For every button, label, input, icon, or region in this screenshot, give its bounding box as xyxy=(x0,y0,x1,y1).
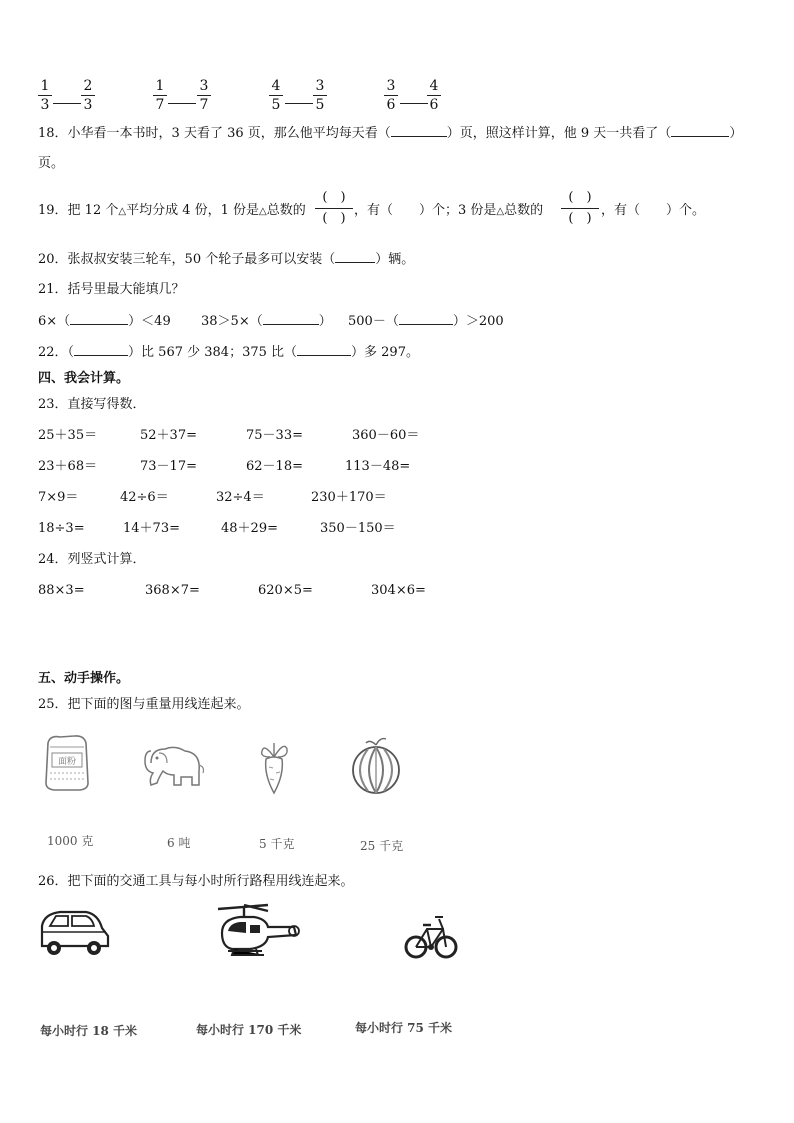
q21-blank-2[interactable] xyxy=(263,312,319,325)
q24-item: 368×7= xyxy=(145,583,200,598)
denominator: 6 xyxy=(429,97,439,113)
q23-item: 62－18= xyxy=(246,459,303,474)
q23-item: 23＋68＝ xyxy=(38,459,98,474)
flour-bag-icon[interactable] xyxy=(40,733,94,793)
q23-item: 7×9＝ xyxy=(38,490,79,505)
bicycle-icon[interactable] xyxy=(403,903,459,965)
weight-label-5kg[interactable]: 5 千克 xyxy=(259,837,295,851)
q21-blank-3[interactable] xyxy=(399,312,453,325)
question-18-line2: 页。 xyxy=(38,156,65,171)
q19-text-d: ，有（ ）个；3 份是 xyxy=(354,203,497,218)
q23-item: 73－17= xyxy=(140,459,197,474)
q19-text-a: 19．把 12 个 xyxy=(38,203,119,218)
compare-blank-4[interactable] xyxy=(400,103,428,104)
denominator: 3 xyxy=(40,97,50,113)
numerator: 1 xyxy=(40,78,50,94)
denominator: 3 xyxy=(83,97,93,113)
numerator: 1 xyxy=(155,78,165,94)
speed-label-170km[interactable]: 每小时行 170 千米 xyxy=(196,1023,302,1037)
car-icon[interactable] xyxy=(36,906,112,958)
q18-text-b: ）页，照这样计算，他 9 天一共看了（ xyxy=(446,126,672,141)
q22-blank-1[interactable] xyxy=(74,343,128,356)
question-19-cont xyxy=(354,202,543,221)
triangle-icon: △ xyxy=(259,206,267,217)
flour-bag-label: 面粉 xyxy=(57,757,77,767)
fraction-left-1 xyxy=(38,78,52,113)
numerator: 2 xyxy=(83,78,93,94)
denominator: 7 xyxy=(155,97,165,113)
q22-text-a: 22．（ xyxy=(38,345,75,360)
q23-item: 360－60＝ xyxy=(352,428,420,443)
elephant-icon[interactable] xyxy=(137,741,207,791)
q21-item-1 xyxy=(38,312,171,331)
fraction-right-3 xyxy=(313,78,327,113)
speed-label-18km[interactable]: 每小时行 18 千米 xyxy=(40,1024,138,1038)
question-25-title: 25．把下面的图与重量用线连起来。 xyxy=(38,697,250,712)
question-26-title: 26．把下面的交通工具与每小时所行路程用线连起来。 xyxy=(38,874,354,889)
q23-item: 230＋170＝ xyxy=(311,490,387,505)
q23-item: 52＋37= xyxy=(140,428,197,443)
q21-text: 6×（ xyxy=(38,314,71,329)
q23-item: 14＋73= xyxy=(123,521,180,536)
numerator: 3 xyxy=(386,78,396,94)
watermelon-icon[interactable] xyxy=(348,735,404,795)
weight-label-25kg[interactable]: 25 千克 xyxy=(360,839,404,853)
question-18-line1 xyxy=(38,124,742,143)
question-19 xyxy=(38,202,306,221)
q21-text: 500－（ xyxy=(348,314,399,329)
section-4-heading: 四、我会计算。 xyxy=(38,371,130,386)
q19-text-c: 总数的 xyxy=(266,203,306,218)
q24-item: 304×6= xyxy=(371,583,426,598)
compare-blank-2[interactable] xyxy=(168,103,196,104)
speed-label-75km[interactable]: 每小时行 75 千米 xyxy=(355,1021,453,1035)
q23-item: 113－48= xyxy=(345,459,411,474)
fraction-right-4 xyxy=(427,78,441,113)
q19-fraction-blank-2[interactable] xyxy=(561,190,599,227)
question-20 xyxy=(38,250,414,269)
q18-text-c: ） xyxy=(729,126,743,141)
q22-blank-2[interactable] xyxy=(297,343,351,356)
numerator: 3 xyxy=(199,78,209,94)
fraction-left-4 xyxy=(384,78,398,113)
compare-blank-3[interactable] xyxy=(285,103,313,104)
q23-item: 42÷6＝ xyxy=(120,490,169,505)
compare-blank-1[interactable] xyxy=(53,103,81,104)
numerator-blank[interactable]: ( ) xyxy=(568,190,592,205)
weight-label-6t[interactable]: 6 吨 xyxy=(167,836,191,850)
q21-text: ） xyxy=(318,314,332,329)
q23-item: 75－33= xyxy=(246,428,303,443)
q23-item: 48＋29= xyxy=(221,521,278,536)
helicopter-icon[interactable] xyxy=(214,903,302,963)
numerator-blank[interactable]: ( ) xyxy=(322,190,346,205)
q21-text: 38＞5×（ xyxy=(201,314,263,329)
triangle-icon: △ xyxy=(496,206,505,217)
question-22 xyxy=(38,343,419,362)
question-19-end: ，有（ ）个。 xyxy=(601,203,706,218)
q18-answer-blank-2[interactable] xyxy=(671,124,729,137)
q24-item: 88×3= xyxy=(38,583,85,598)
fraction-right-2 xyxy=(197,78,211,113)
q19-text-e: 总数的 xyxy=(504,203,544,218)
q21-text: ）＞200 xyxy=(452,314,504,329)
q22-text-c: ）多 297。 xyxy=(351,345,419,360)
fraction-right-1 xyxy=(81,78,95,113)
q18-text-a: 18．小华看一本书时，3 天看了 36 页，那么他平均每天看（ xyxy=(38,126,391,141)
denominator: 5 xyxy=(271,97,281,113)
section-5-heading: 五、动手操作。 xyxy=(38,671,130,686)
question-24-title: 24．列竖式计算． xyxy=(38,552,146,567)
q19-text-b: 平均分成 4 份，1 份是 xyxy=(126,203,260,218)
denominator: 7 xyxy=(199,97,209,113)
numerator: 3 xyxy=(315,78,325,94)
q21-text: ）＜49 xyxy=(128,314,171,329)
triangle-icon: △ xyxy=(118,206,127,217)
q20-text-a: 20．张叔叔安装三轮车，50 个轮子最多可以安装（ xyxy=(38,252,336,267)
radish-icon[interactable] xyxy=(254,737,294,797)
question-21-title: 21．括号里最大能填几？ xyxy=(38,282,185,297)
q22-text-b: ）比 567 少 384；375 比（ xyxy=(128,345,298,360)
fraction-left-3 xyxy=(269,78,283,113)
q20-answer-blank[interactable] xyxy=(335,250,375,263)
fraction-left-2 xyxy=(153,78,167,113)
q20-text-b: ）辆。 xyxy=(375,252,415,267)
q23-item: 32÷4＝ xyxy=(216,490,265,505)
q21-blank-1[interactable] xyxy=(70,312,128,325)
weight-label-1000g[interactable]: 1000 克 xyxy=(47,834,94,848)
q21-item-2 xyxy=(201,312,332,331)
numerator: 4 xyxy=(271,78,281,94)
q19-fraction-blank-1[interactable] xyxy=(315,190,353,227)
q21-item-3 xyxy=(348,312,504,331)
denominator: 5 xyxy=(315,97,325,113)
denominator: 6 xyxy=(386,97,396,113)
numerator: 4 xyxy=(429,78,439,94)
q23-item: 25＋35＝ xyxy=(38,428,98,443)
denominator-blank[interactable]: ( ) xyxy=(568,211,592,226)
q18-answer-blank-1[interactable] xyxy=(391,124,447,137)
q23-item: 18÷3= xyxy=(38,521,85,536)
denominator-blank[interactable]: ( ) xyxy=(322,211,346,226)
question-23-title: 23．直接写得数． xyxy=(38,397,146,412)
q23-item: 350－150＝ xyxy=(320,521,396,536)
q24-item: 620×5= xyxy=(258,583,313,598)
